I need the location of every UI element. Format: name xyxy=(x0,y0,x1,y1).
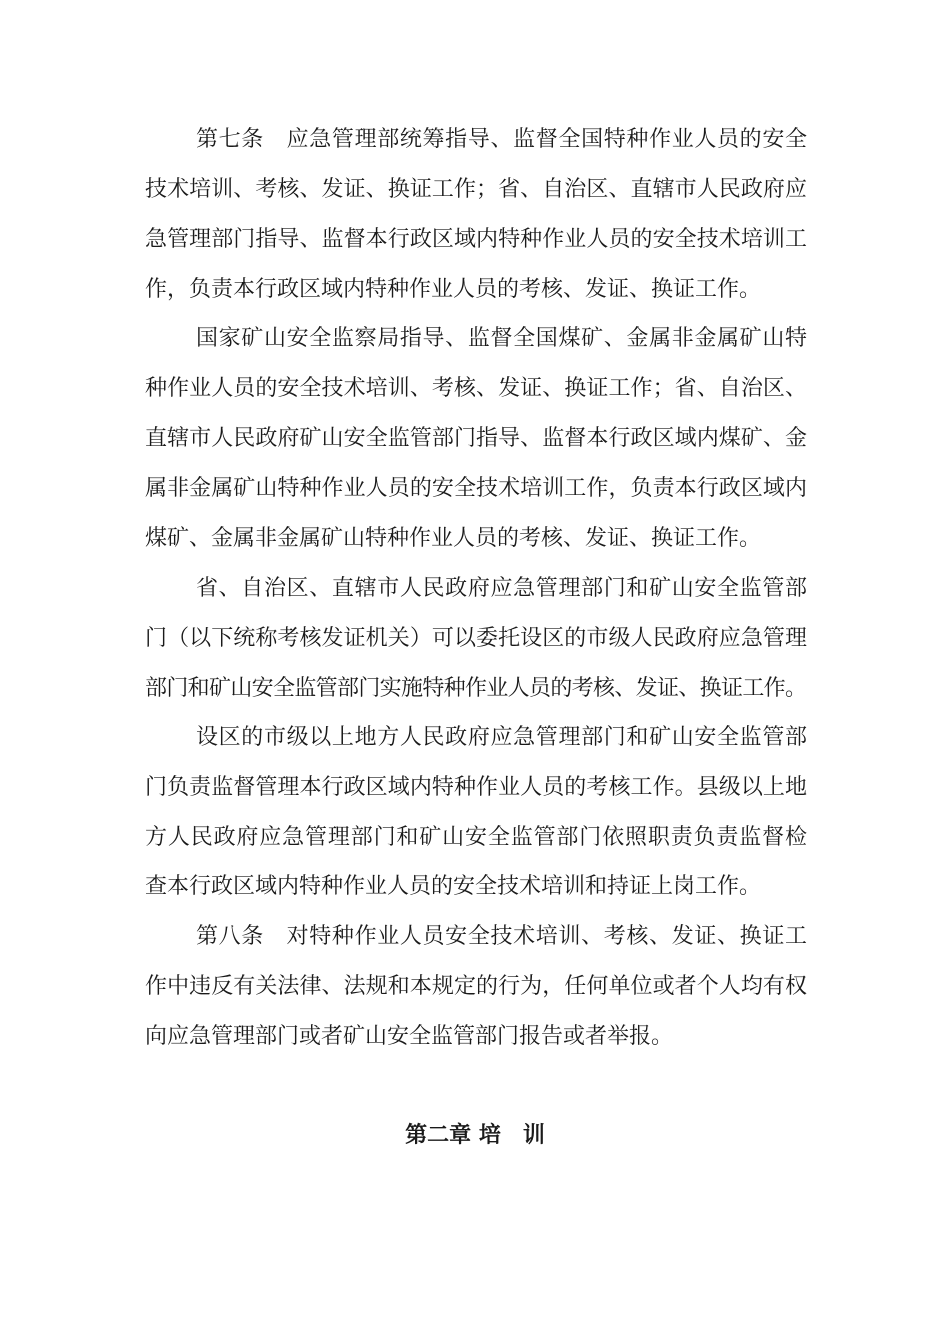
paragraph-2-line-1: 国家矿山安全监察局指导、监督全国煤矿、金属非金属矿山特 xyxy=(196,326,808,351)
article-7-line-3: 急管理部门指导、监督本行政区域内特种作业人员的安全技术培训工 xyxy=(145,227,808,252)
paragraph-2-line-4: 属非金属矿山特种作业人员的安全技术培训工作，负责本行政区域内 xyxy=(145,476,808,501)
paragraph-4-line-1: 设区的市级以上地方人民政府应急管理部门和矿山安全监管部 xyxy=(196,725,808,750)
paragraph-4-line-4: 查本行政区域内特种作业人员的安全技术培训和持证上岗工作。 xyxy=(145,874,762,899)
paragraph-2-line-2: 种作业人员的安全技术培训、考核、发证、换证工作；省、自治区、 xyxy=(145,376,808,401)
paragraph-3-line-2: 门（以下统称考核发证机关）可以委托设区的市级人民政府应急管理 xyxy=(145,626,808,651)
article-7-line-4: 作，负责本行政区域内特种作业人员的考核、发证、换证工作。 xyxy=(145,277,762,302)
article-8-line-1: 第八条 对特种作业人员安全技术培训、考核、发证、换证工 xyxy=(196,924,808,949)
article-7-line-2: 技术培训、考核、发证、换证工作；省、自治区、直辖市人民政府应 xyxy=(145,177,808,202)
article-8-line-3: 向应急管理部门或者矿山安全监管部门报告或者举报。 xyxy=(145,1024,674,1049)
article-8-line-2: 作中违反有关法律、法规和本规定的行为，任何单位或者个人均有权 xyxy=(145,974,808,999)
chapter-heading: 第二章 培 训 xyxy=(405,1123,545,1148)
paragraph-3-line-3: 部门和矿山安全监管部门实施特种作业人员的考核、发证、换证工作。 xyxy=(145,676,807,701)
paragraph-4-line-3: 方人民政府应急管理部门和矿山安全监管部门依照职责负责监督检 xyxy=(145,825,808,850)
paragraph-2-line-3: 直辖市人民政府矿山安全监管部门指导、监督本行政区域内煤矿、金 xyxy=(145,426,808,451)
article-7-line-1: 第七条 应急管理部统筹指导、监督全国特种作业人员的安全 xyxy=(196,127,808,152)
paragraph-4-line-2: 门负责监督管理本行政区域内特种作业人员的考核工作。县级以上地 xyxy=(145,775,808,800)
paragraph-3-line-1: 省、自治区、直辖市人民政府应急管理部门和矿山安全监管部 xyxy=(196,576,808,601)
paragraph-2-line-5: 煤矿、金属非金属矿山特种作业人员的考核、发证、换证工作。 xyxy=(145,526,762,551)
